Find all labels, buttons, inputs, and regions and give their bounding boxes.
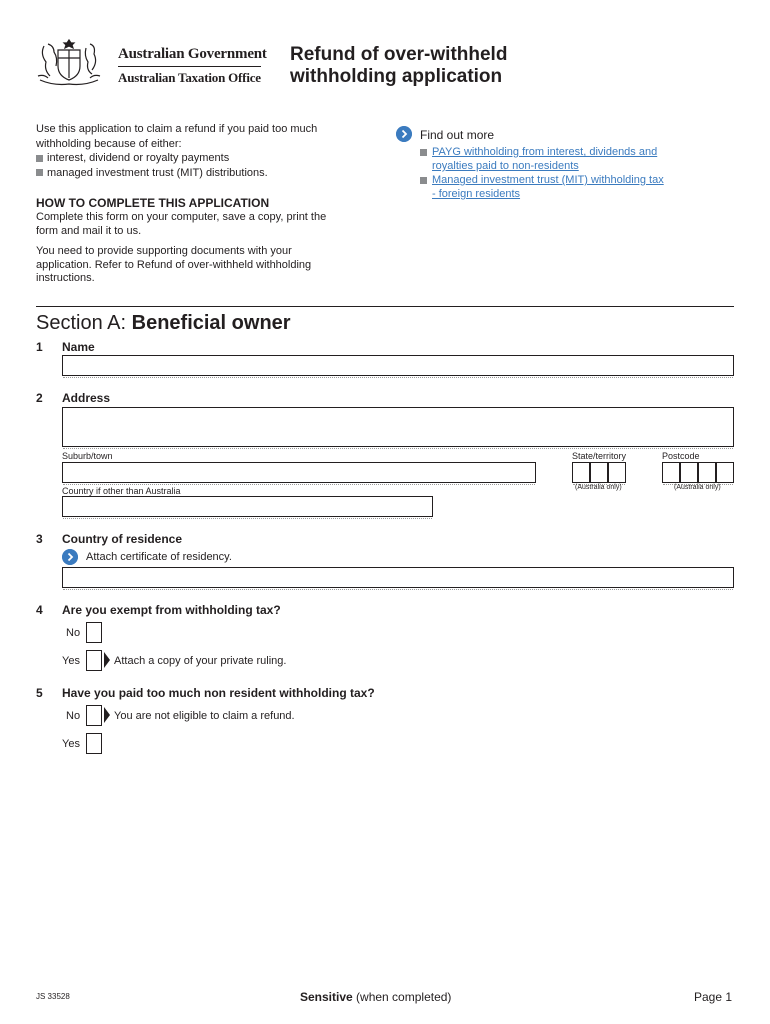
not-eligible-note: You are not eligible to claim a refund.	[114, 710, 295, 722]
agency-name: Australian Taxation Office	[118, 70, 261, 85]
chevron-right-icon	[396, 126, 412, 142]
exempt-yes-label: Yes	[62, 655, 80, 667]
state-char-box[interactable]	[608, 462, 626, 483]
mit-withholding-link[interactable]: Managed investment trust (MIT) withholding tax - foreign residents	[432, 174, 664, 200]
section-title: Section A: Beneficial owner	[36, 312, 291, 334]
how-to-complete-text: Complete this form on your computer, save a copy, print the form and mail it to us.	[36, 211, 327, 237]
residency-note: Attach certificate of residency.	[86, 551, 232, 563]
question-number: 5	[36, 686, 43, 700]
exempt-no-checkbox[interactable]	[86, 622, 102, 643]
intro-bullet: interest, dividend or royalty payments	[36, 151, 366, 166]
question-number: 3	[36, 532, 43, 546]
state-label: State/territory	[572, 451, 627, 461]
logo-divider	[118, 66, 261, 67]
exempt-yes-checkbox[interactable]	[86, 650, 102, 671]
question-label-exempt: Are you exempt from withholding tax?	[62, 603, 281, 617]
overpaid-yes-label: Yes	[62, 738, 80, 750]
question-label-name: Name	[62, 340, 95, 354]
pointer-icon	[104, 652, 110, 668]
payg-withholding-link[interactable]: PAYG withholding from interest, dividends and royalties paid to non-residents	[432, 146, 658, 172]
question-number: 1	[36, 340, 43, 354]
related-links	[420, 145, 710, 201]
link-item	[420, 173, 710, 201]
intro-bullet: managed investment trust (MIT) distributions.	[36, 166, 366, 181]
overpaid-yes-checkbox[interactable]	[86, 733, 102, 754]
page-number: Page 1	[694, 990, 733, 1004]
name-input[interactable]	[62, 355, 734, 376]
pointer-icon	[104, 707, 110, 723]
chevron-right-icon	[62, 549, 78, 565]
postcode-char-box[interactable]	[716, 462, 734, 483]
postcode-char-box[interactable]	[698, 462, 716, 483]
state-char-box[interactable]	[590, 462, 608, 483]
question-label-overpaid: Have you paid too much non resident withholding tax?	[62, 686, 375, 700]
country-input[interactable]	[62, 496, 433, 517]
state-australia-only: (Australia only)	[575, 484, 622, 491]
postcode-char-box[interactable]	[662, 462, 680, 483]
overpaid-no-label: No	[66, 710, 81, 722]
country-label: Country if other than Australia	[62, 486, 181, 496]
question-number: 4	[36, 603, 43, 617]
supporting-documents-text: You need to provide supporting documents with your application. Refer to Refund of over-withheld withholding instructions.	[36, 245, 312, 284]
country-of-residence-input[interactable]	[62, 567, 734, 588]
how-to-complete-heading: HOW TO COMPLETE THIS APPLICATION	[36, 196, 270, 210]
overpaid-no-checkbox[interactable]	[86, 705, 102, 726]
government-name: Australian Government	[118, 46, 267, 62]
state-char-box[interactable]	[572, 462, 590, 483]
find-out-more-heading: Find out more	[420, 128, 495, 142]
private-ruling-note: Attach a copy of your private ruling.	[114, 655, 287, 667]
question-label-address: Address	[62, 391, 111, 405]
sensitivity-marking: Sensitive (when completed)	[300, 990, 452, 1004]
address-input[interactable]	[62, 407, 734, 447]
exempt-no-label: No	[66, 627, 81, 639]
suburb-input[interactable]	[62, 462, 536, 483]
postcode-label: Postcode	[662, 451, 700, 461]
intro-text: Use this application to claim a refund if you paid too much withholding because of either: interest, dividend or royalty payments managed investment trust (MIT) distributions.	[36, 122, 366, 180]
link-item	[420, 145, 710, 173]
suburb-label: Suburb/town	[62, 451, 113, 461]
form-code: JS 33528	[36, 992, 70, 1001]
form-title: Refund of over-withheld withholding application	[290, 44, 508, 87]
question-label-country-of-residence: Country of residence	[62, 532, 183, 546]
section-divider	[36, 306, 734, 307]
coat-of-arms-logo	[34, 36, 104, 88]
postcode-char-box[interactable]	[680, 462, 698, 483]
question-number: 2	[36, 391, 43, 405]
postcode-australia-only: (Australia only)	[674, 484, 721, 491]
